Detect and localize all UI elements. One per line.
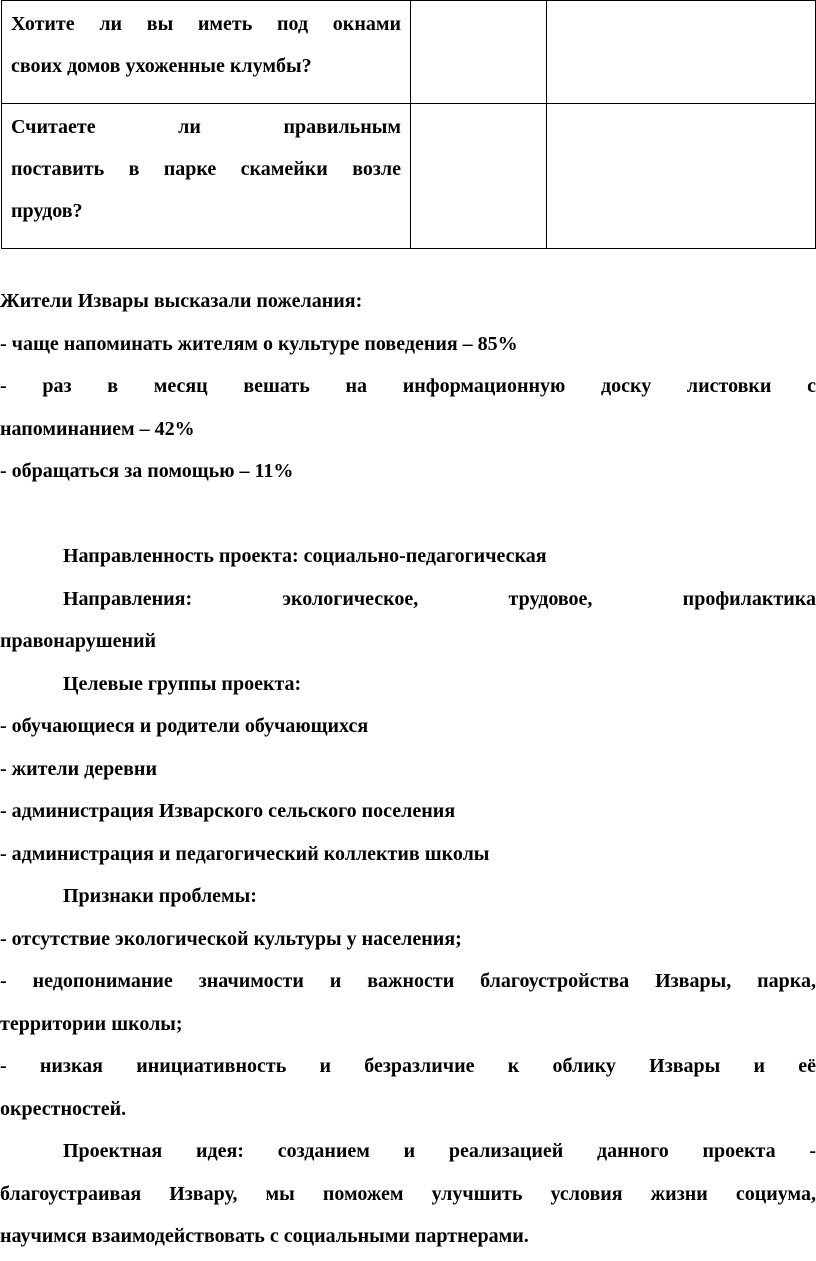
wish-item: напоминанием – 42%	[0, 417, 195, 440]
problem-item: - низкая инициативность и безразличие к облику Извары и её	[0, 1055, 816, 1077]
document-body	[0, 280, 816, 1258]
target-group-item: - жители деревни	[0, 757, 157, 780]
question-text: Считаете ли правильным	[11, 116, 401, 138]
wish-item: - чаще напоминать жителям о культуре поведения – 85%	[0, 332, 518, 355]
project-directions: Направления: экологическое, трудовое, профилактика	[63, 587, 816, 610]
table-row	[2, 1, 816, 104]
project-idea: Проектная идея: созданием и реализацией данного проекта -	[63, 1140, 816, 1162]
question-cell	[2, 1, 411, 104]
table-row	[2, 104, 816, 249]
answer-cell-no	[547, 1, 816, 104]
target-group-item: - администрация и педагогический коллектив школы	[0, 842, 490, 865]
target-groups-heading: Целевые группы проекта:	[63, 672, 302, 695]
target-group-item: - администрация Изварского сельского поселения	[0, 800, 456, 822]
project-idea-cont: благоустраивая Извару, мы поможем улучшить условия жизни социума,	[0, 1182, 816, 1205]
question-cell	[2, 104, 411, 249]
problem-heading: Признаки проблемы:	[63, 885, 257, 907]
question-text: Хотите ли вы иметь под окнами	[11, 13, 401, 35]
target-group-item: - обучающиеся и родители обучающихся	[0, 715, 369, 737]
problem-item-cont: территории школы;	[0, 1012, 183, 1035]
wishes-heading: Жители Извары высказали пожелания:	[0, 290, 363, 312]
question-text: своих домов ухоженные клумбы?	[11, 55, 312, 77]
question-text: прудов?	[11, 200, 83, 222]
problem-item: - недопонимание значимости и важности благоустройства Извары, парка,	[0, 970, 816, 992]
project-orientation: Направленность проекта: социально-педагогическая	[63, 545, 547, 567]
answer-cell-no	[547, 104, 816, 249]
problem-item: - отсутствие экологической культуры у населения;	[0, 927, 462, 950]
survey-table	[1, 0, 816, 249]
wish-item: - обращаться за помощью – 11%	[0, 460, 294, 482]
project-idea-cont: научимся взаимодействовать с социальными партнерами.	[0, 1225, 529, 1247]
answer-cell-yes	[411, 1, 547, 104]
project-directions-cont: правонарушений	[0, 630, 157, 652]
blank-line	[0, 493, 816, 536]
wish-item: - раз в месяц вешать на информационную доску листовки с	[0, 375, 816, 397]
answer-cell-yes	[411, 104, 547, 249]
question-text: поставить в парке скамейки возле	[11, 158, 401, 180]
problem-item-cont: окрестностей.	[0, 1097, 127, 1120]
